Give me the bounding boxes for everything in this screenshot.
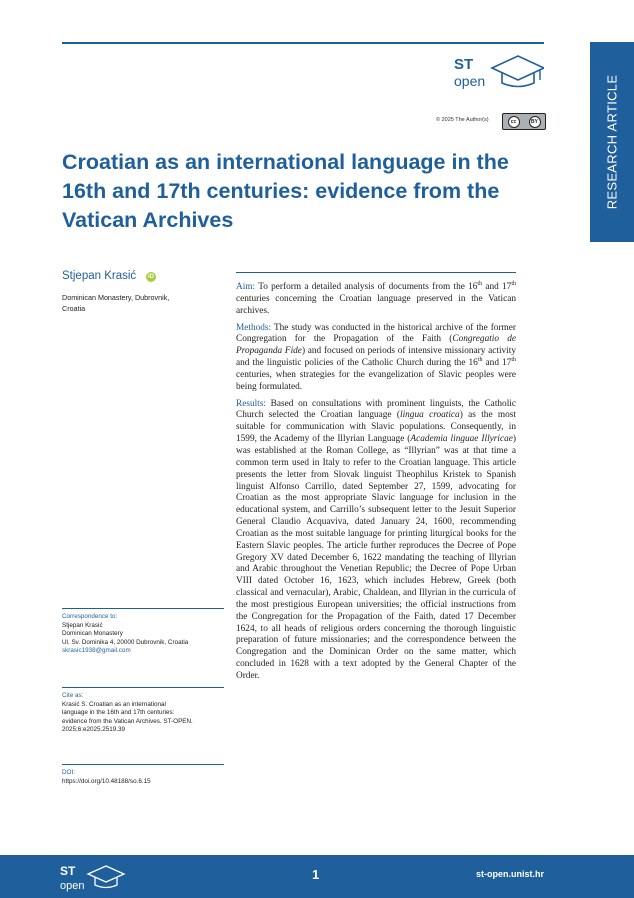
- affiliation-line: Croatia: [62, 304, 86, 313]
- footer-logo-st-text: ST: [60, 864, 76, 878]
- article-title: Croatian as an international language in the 16th and 17th centuries: evidence from the Vatican Archives: [62, 150, 509, 232]
- by-icon: BY: [529, 116, 541, 128]
- methods-italic: Congregatio de Propaganda Fide: [236, 334, 516, 357]
- results-text: Based on consultations with prominent linguists, the Catholic Church selected the Croatian language (: [236, 398, 516, 421]
- methods-text: centuries, when strategies for the evangelization of Slavic peoples were being formulated.: [236, 369, 516, 392]
- cite-line: evidence from the Vatican Archives. ST-OPEN.: [62, 717, 193, 725]
- abstract-results: [236, 399, 516, 683]
- results-text: ) was established at the Roman College, as “Illyrian” was at that time a common term used in Italy to refer to the Croatian language. This article presents the letter from Slovak linguist Theophilus Kristek to Spanish linguist Alfonso Carrillo, dated September 27, 1599, advocating for Croatian as the most appropriate Slavic language for inclusion in the educational system, and Carrillo’s subsequent letter to the Jesuit Superior General Claudio Acquaviva, dated January 24, 1600, recommending Croatian as the most suitable language for printing liturgical books for the Eastern Slavic peoples. The article further reproduces the Decree of Pope Gregory XV dated December 6, 1622 mandating the teaching of Illyrian and Arabic throughout the Venetian Republic; the Decree of Pope Urban VIII dated October 16, 1623, which includes Hebrew, Greek (both classical and vernacular), Arabic, Chaldean, and Illyrian in the curricula of the most prestigious European universities; the official instructions from the Congregation for the Propagation of the Faith, dated 17 December 1624, to all heads of religious orders concerning the thorough linguistic preparation of future missionaries; and the correspondence between the Congregation and the Dominican Order on the same matter, which concluded in 1628 with a text adopted by the General Chapter of the Order.: [236, 434, 516, 681]
- affiliation-line: Dominican Monastery, Dubrovnik,: [62, 293, 170, 302]
- st-open-logo: [452, 52, 544, 92]
- ordinal-sup: th: [511, 356, 516, 363]
- page-number: 1: [312, 867, 320, 882]
- ordinal-sup: th: [511, 280, 517, 287]
- footer-logo-open-text: open: [60, 880, 85, 892]
- cite-line: 2025;6:e2025.2519.39: [62, 726, 126, 734]
- cc-icon: cc: [508, 116, 520, 128]
- methods-heading: Methods:: [236, 322, 272, 333]
- abstract-aim: [236, 282, 516, 318]
- abstract: [236, 272, 516, 688]
- methods-text: and 17: [482, 358, 512, 369]
- correspondence-line: Ul. Sv. Dominika 4, 20000 Dubrovnik, Croatia: [62, 638, 189, 646]
- aim-text: centuries concerning the Croatian language preserved in the Vatican archives.: [236, 293, 516, 316]
- copyright-notice: © 2025 The Author(s): [436, 117, 489, 123]
- cite-as-block: [62, 687, 224, 735]
- cite-label: Cite as:: [62, 692, 84, 699]
- ordinal-sup: th: [477, 280, 483, 287]
- results-italic: Academia linguae Illyricae: [410, 434, 513, 445]
- methods-text: ) and focused on periods of intensive missionary activity and the linguistic policies of the Catholic Church during the 16: [236, 346, 516, 369]
- correspondence-block: [62, 608, 224, 656]
- abstract-methods: [236, 323, 516, 394]
- methods-text: The study was conducted in the historical archive of the former Congregation for the Propagation of the Faith (: [236, 322, 516, 345]
- results-text: ) as the most suitable for communication with Slavic populations. Consequently, in 1599, the Academy of the Illyrian Language (: [236, 410, 516, 445]
- correspondence-line: Stjepan Krasić: [62, 621, 103, 629]
- aim-text: To perform a detailed analysis of documents from the 16: [255, 282, 478, 292]
- article-type-tab: [590, 42, 634, 242]
- results-heading: Results:: [236, 398, 266, 409]
- logo-st-text: ST: [454, 56, 474, 73]
- correspondence-label: Correspondence to:: [62, 613, 118, 620]
- results-italic: lingua croatica: [399, 410, 460, 421]
- author-affiliation: [62, 292, 212, 314]
- cite-line: language in the 16th and 17th centuries:: [62, 709, 175, 717]
- doi-label: DOI:: [62, 769, 75, 776]
- journal-url-link[interactable]: st-open.unist.hr: [476, 869, 544, 879]
- cite-line: Krasić S. Croatian as an international: [62, 700, 166, 708]
- cc-by-license-badge[interactable]: [502, 113, 546, 130]
- aim-heading: Aim:: [236, 282, 256, 292]
- author-name[interactable]: Stjepan Krasić: [62, 270, 137, 282]
- page-footer: [0, 855, 634, 898]
- orcid-icon[interactable]: iD: [148, 274, 154, 280]
- doi-block: [62, 764, 224, 786]
- article-type-label: RESEARCH ARTICLE: [604, 74, 620, 210]
- aim-text: and 17: [482, 282, 512, 292]
- ordinal-sup: th: [477, 356, 483, 363]
- correspondence-line: Dominican Monastery: [62, 630, 123, 638]
- header-rule: [62, 42, 544, 44]
- logo-open-text: open: [454, 73, 486, 89]
- st-open-footer-logo: [60, 862, 126, 892]
- correspondence-email-link[interactable]: skrasic1938@gmail.com: [62, 647, 131, 655]
- doi-link[interactable]: https://doi.org/10.48188/so.6.15: [62, 777, 151, 785]
